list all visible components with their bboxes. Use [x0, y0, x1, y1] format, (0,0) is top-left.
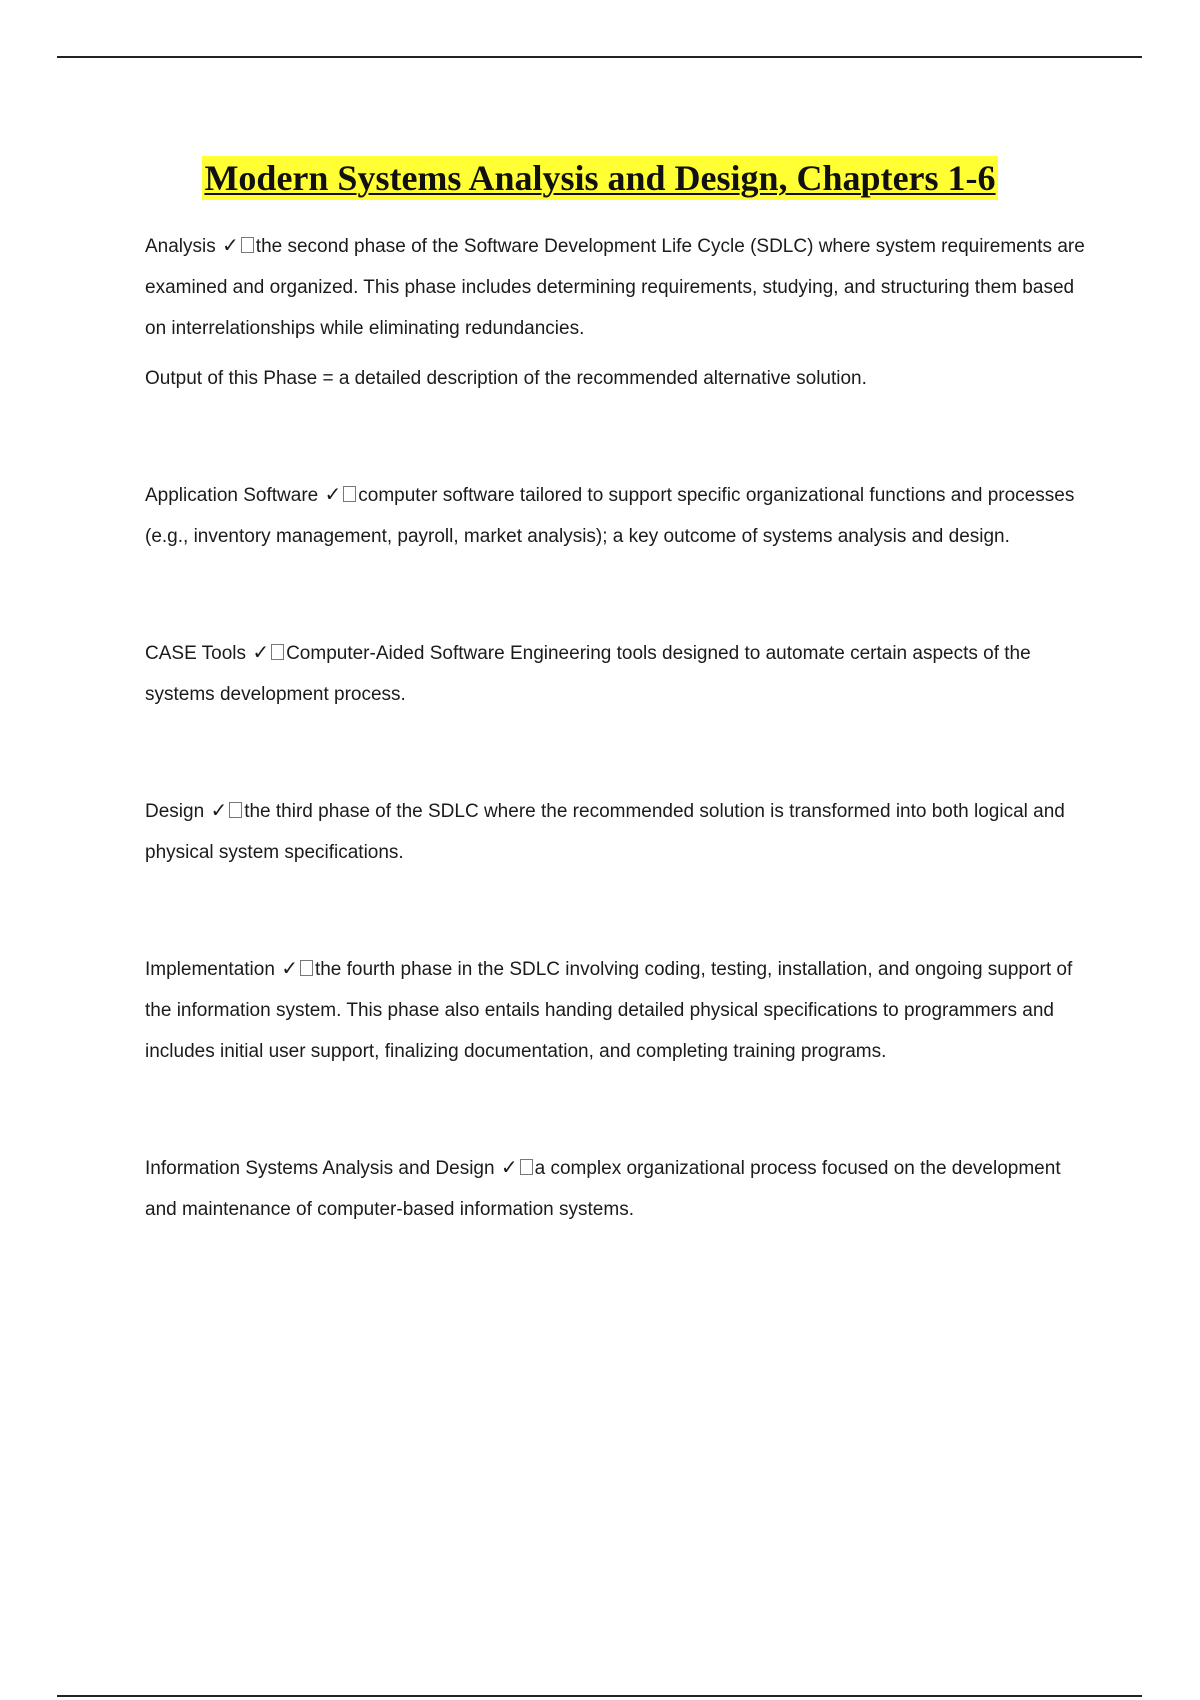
entry-term: Application Software	[145, 485, 319, 506]
entry-term: Implementation	[145, 959, 275, 980]
box-glyph-icon	[271, 644, 284, 660]
title-wrap	[0, 156, 1200, 200]
entry-application-software	[145, 475, 1095, 557]
bottom-rule	[57, 1695, 1142, 1697]
check-icon: ✓	[324, 484, 342, 506]
check-icon: ✓	[281, 958, 298, 980]
entry-case-tools	[145, 633, 1095, 715]
check-icon: ✓	[252, 642, 270, 664]
entry-term: Design	[145, 801, 205, 822]
check-icon: ✓	[222, 235, 239, 257]
entry-definition: a complex organizational process focused on the development and maintenance of computer-based information systems.	[145, 1158, 1061, 1220]
box-glyph-icon	[241, 237, 254, 253]
entry-definition: the second phase of the Software Development Life Cycle (SDLC) where system requirements are examined and organized. This phase includes determining requirements, studying, and structuring them based on interrelationships while eliminating redundancies.	[145, 236, 1085, 339]
document-title: Modern Systems Analysis and Design, Chapters 1-6	[204, 158, 996, 198]
entry-definition: computer software tailored to support specific organizational functions and processes (e.g., inventory management, payroll, market analysis); a key outcome of systems analysis and design.	[145, 485, 1075, 547]
box-glyph-icon	[343, 486, 356, 502]
entry-information-systems-analysis-and-design	[145, 1148, 1095, 1230]
entry-analysis	[145, 226, 1095, 349]
entry-implementation	[145, 949, 1095, 1072]
box-glyph-icon	[300, 960, 313, 976]
entry-definition: Computer-Aided Software Engineering tools designed to automate certain aspects of the systems development process.	[145, 643, 1031, 705]
entry-note: Output of this Phase = a detailed description of the recommended alternative solution.	[145, 368, 867, 389]
entry-term: Information Systems Analysis and Design	[145, 1158, 495, 1179]
box-glyph-icon	[229, 802, 242, 818]
check-icon: ✓	[210, 800, 228, 822]
entry-definition: the fourth phase in the SDLC involving coding, testing, installation, and ongoing support of the information system. This phase also entails handing detailed physical specifications to programmers and includes initial user support, finalizing documentation, and completing training programs.	[145, 959, 1073, 1062]
document-body	[145, 226, 1095, 1230]
top-rule	[57, 56, 1142, 58]
entry-term: CASE Tools	[145, 643, 247, 664]
entry-definition: the third phase of the SDLC where the recommended solution is transformed into both logical and physical system specifications.	[145, 801, 1065, 863]
box-glyph-icon	[520, 1159, 533, 1175]
entry-term: Analysis	[145, 236, 216, 257]
check-icon: ✓	[500, 1157, 518, 1179]
entry-design	[145, 791, 1095, 873]
